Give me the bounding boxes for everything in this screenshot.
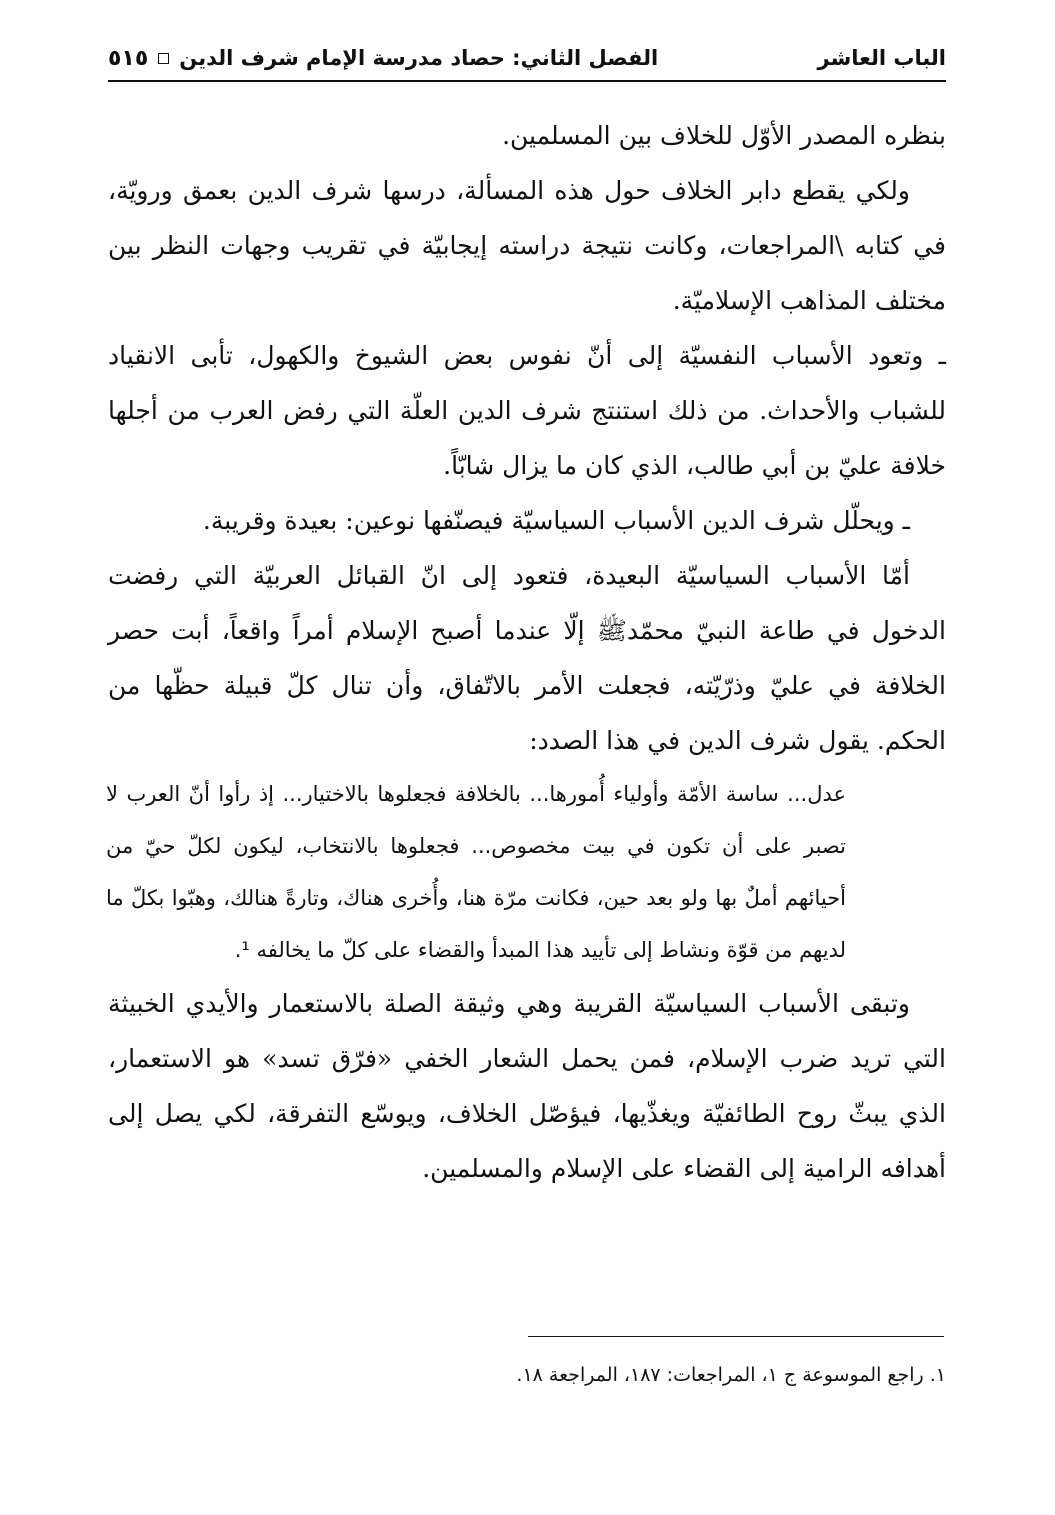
paragraph-3: ـ وتعود الأسباب النفسيّة إلى أنّ نفوس بعض الشيوخ والكهول، تأبى الانقياد للشباب والأحداث. من ذلك استنتج شرف الدين العلّة التي رفض العرب من أجلها خلافة عليّ بن أبي طالب، الذي كان ما يزال شابّاً. <box>108 341 946 480</box>
paragraph-5: أمّا الأسباب السياسيّة البعيدة، فتعود إلى انّ القبائل العربيّة التي رفضت الدخول في طاعة النبيّ محمّدﷺ إلّا عندما أصبح الإسلام أمراً واقعاً، أبت حصر الخلافة في عليّ وذرّيّته، فجعلت الأمر بالاتّفاق، وأن تنال كلّ قبيلة حظّها من الحكم. يقول شرف الدين في هذا الصدد: <box>108 561 946 755</box>
section-title: الفصل الثاني: حصاد مدرسة الإمام شرف الدين <box>179 46 659 70</box>
page-number: ٥١٥ <box>108 45 149 71</box>
chapter-title: الباب العاشر <box>817 46 946 70</box>
block-quote: عدل... ساسة الأمّة وأولياء أُمورها... بالخلافة فجعلوها بالاختيار... إذ رأوا أنّ العرب لا تصبر على أن تكون في بيت مخصوص... فجعلوها بالانتخاب، ليكون لكلّ حيّ من أحيائهم أملٌ بها ولو بعد حين، فكانت مرّة هنا، وأُخرى هناك، وتارةً هنالك، وهبّوا بكلّ ما لديهم من قوّة ونشاط إلى تأييد هذا المبدأ والقضاء على كلّ ما يخالفه ¹. <box>106 782 846 962</box>
paragraph-6: وتبقى الأسباب السياسيّة القريبة وهي وثيقة الصلة بالاستعمار والأيدي الخبيثة التي تريد ضرب الإسلام، فمن يحمل الشعار الخفي «فرّق تسد» هو الاستعمار، الذي يبثّ روح الطائفيّة ويغذّيها، فيؤصّل الخلاف، ويوسّع التفرقة، لكي يصل إلى أهدافه الرامية إلى القضاء على الإسلام والمسلمين. <box>108 989 946 1183</box>
section-and-page <box>108 46 658 71</box>
footnote-divider <box>528 1336 944 1337</box>
paragraph-2: ولكي يقطع دابر الخلاف حول هذه المسألة، درسها شرف الدين بعمق ورويّة، في كتابه \المراجعات، وكانت نتيجة دراسته إيجابيّة في تقريب وجهات النظر بين مختلف المذاهب الإسلاميّة. <box>108 176 946 315</box>
paragraph-4: ـ ويحلّل شرف الدين الأسباب السياسيّة فيصنّفها نوعين: بعيدة وقريبة. <box>202 506 910 535</box>
running-header <box>108 38 946 78</box>
main-text <box>108 108 946 1196</box>
footnote: ١. راجع الموسوعة ج ١، المراجعات: ١٨٧، المراجعة ١٨. <box>516 1364 946 1386</box>
square-ornament-icon <box>158 53 169 64</box>
paragraph-1: بنظره المصدر الأوّل للخلاف بين المسلمين. <box>502 121 946 150</box>
header-divider <box>108 80 946 82</box>
